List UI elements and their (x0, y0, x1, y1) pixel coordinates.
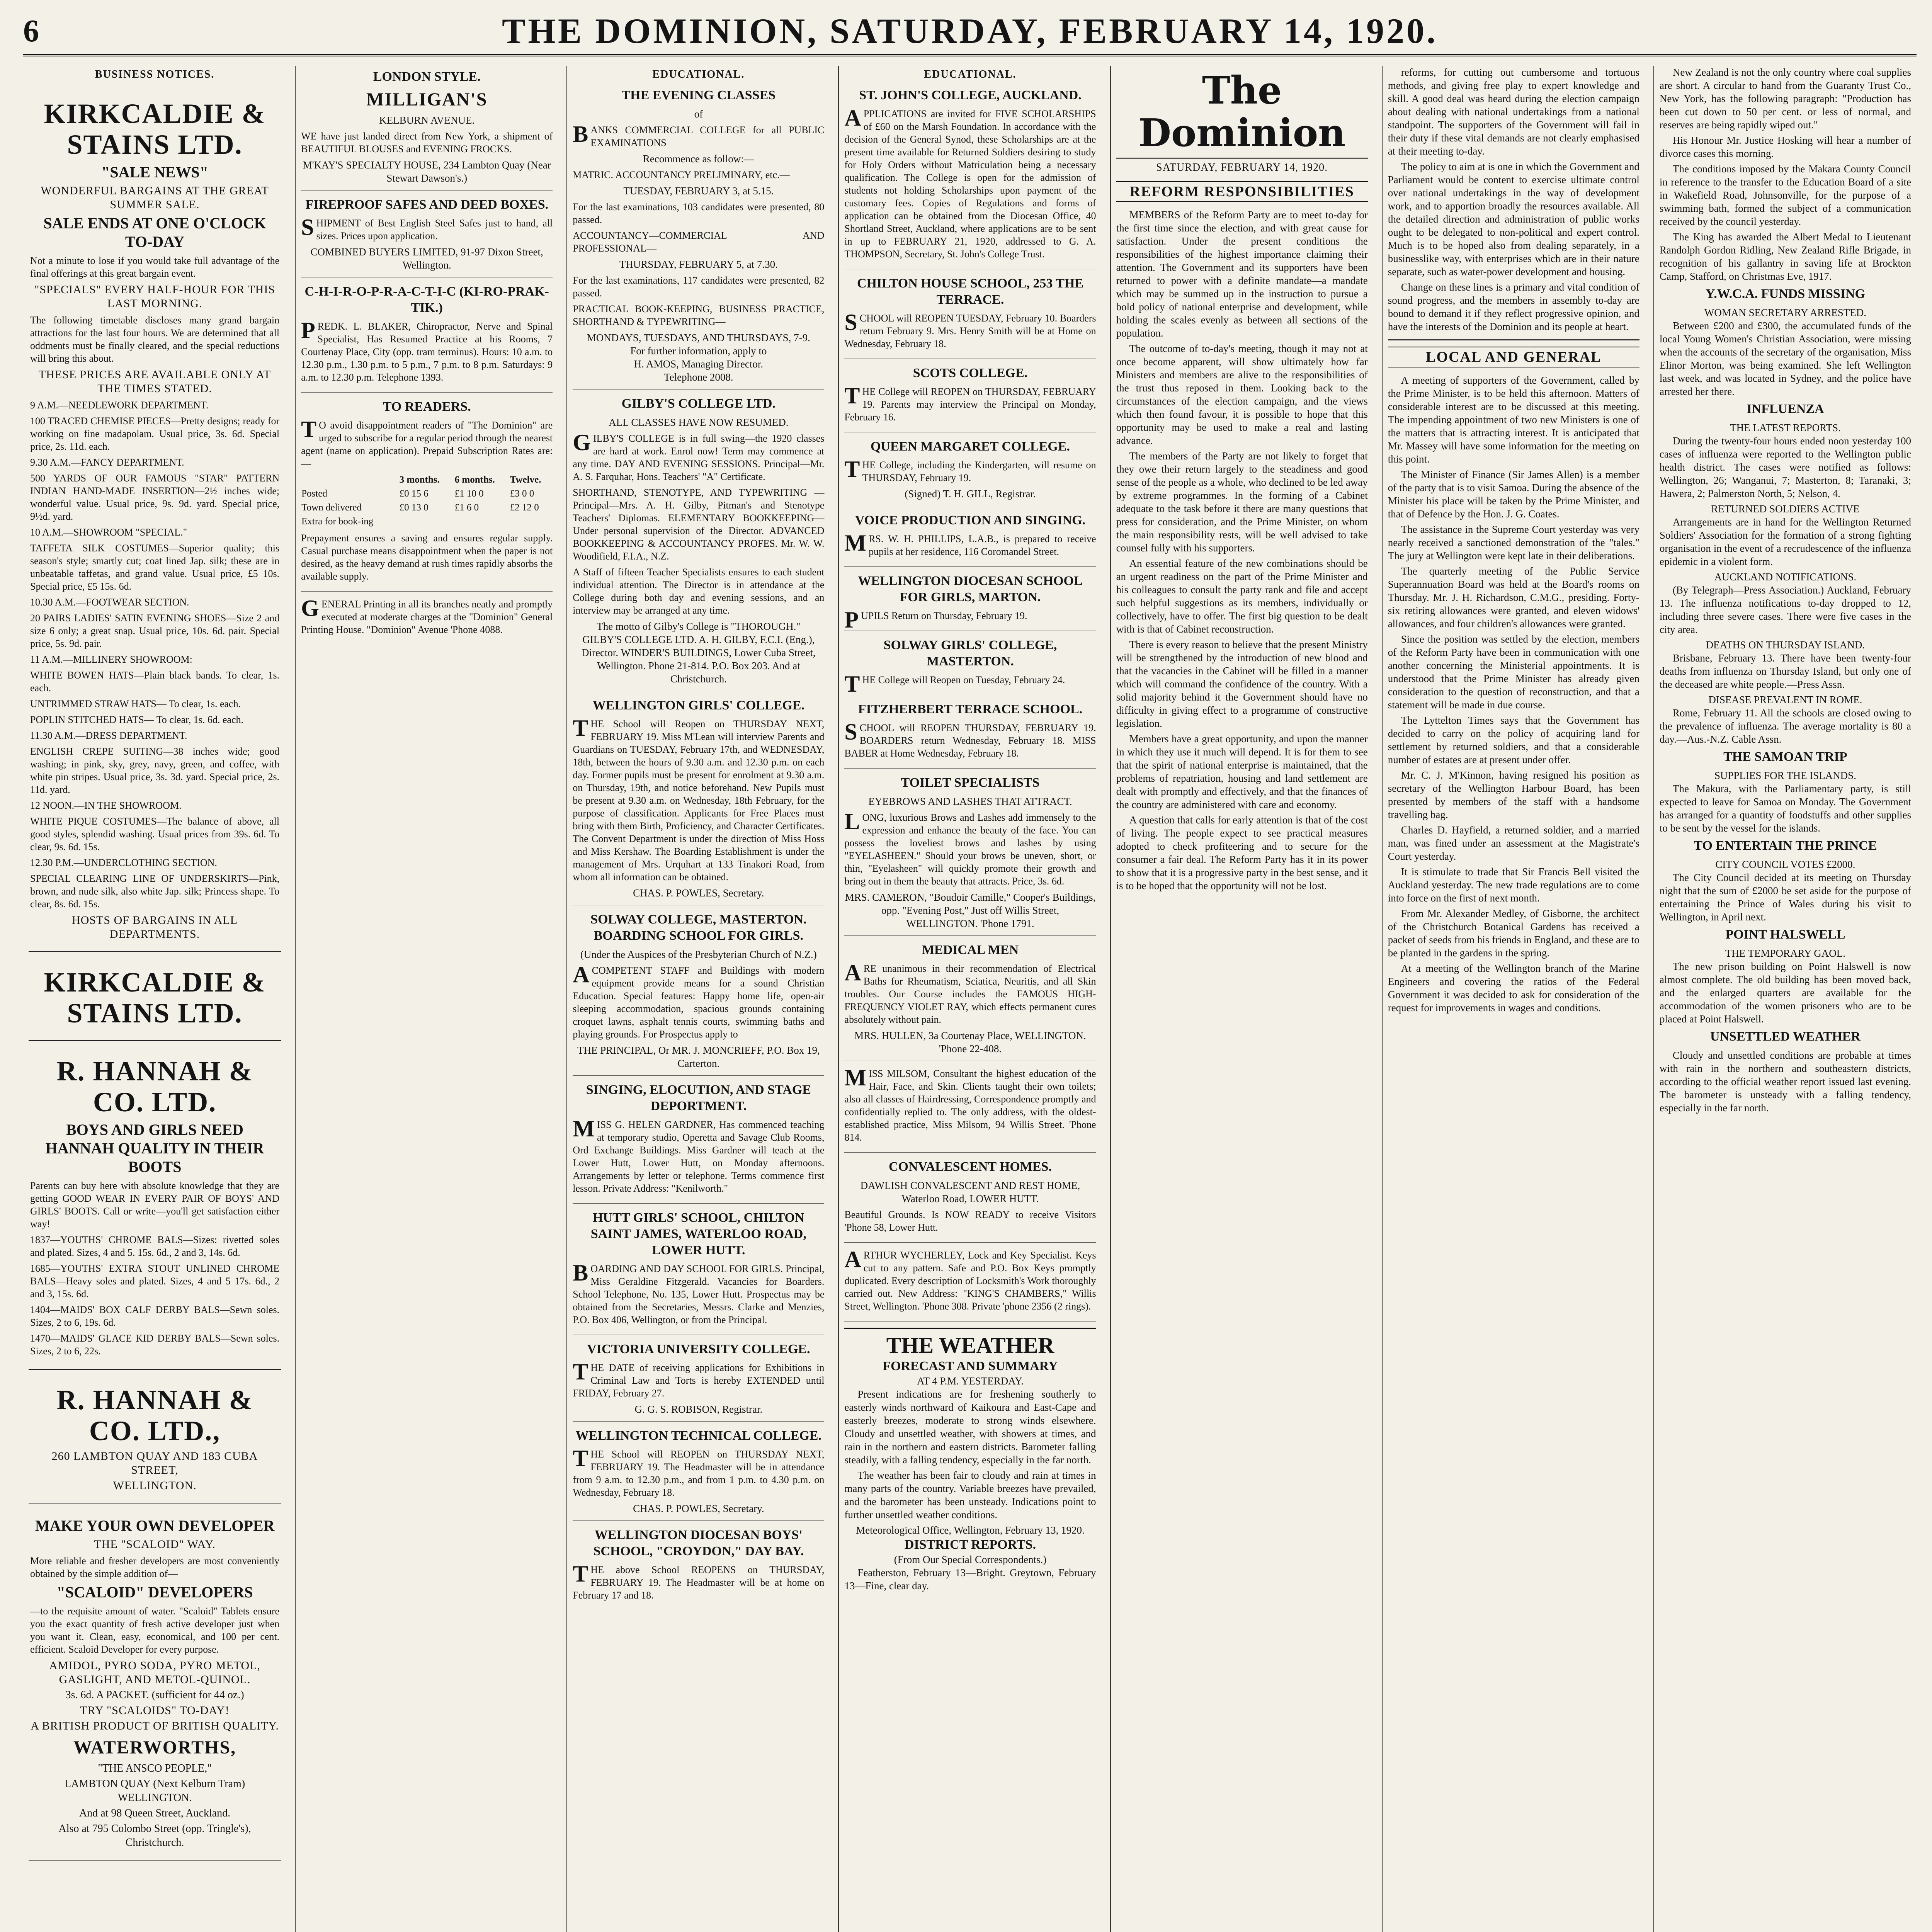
table-header: 3 months. (399, 474, 440, 485)
sale-item: POPLIN STITCHED HATS— To clear, 1s. 6d. each. (30, 714, 243, 725)
news-subhead: AUCKLAND NOTIFICATIONS. (1714, 571, 1857, 583)
sale-item: 11 A.M.—MILLINERY SHOWROOM: (30, 654, 192, 665)
table-cell: £2 12 0 (510, 502, 539, 513)
rates-table (301, 473, 553, 529)
news-paragraph: The Makura, with the Parliamentary party, is still expected to leave for Samoa on Monday. The Government has arranged for a quantity of foodstuffs and other supplies to be sent by the vessel for the islands. (1659, 783, 1911, 834)
sale-item: WHITE PIQUE COSTUMES—The balance of above, all good styles, splendid washing. Usual prices from 39s. 6d. To clear, 9s. 6d. 15s. (30, 816, 280, 852)
ad-heading: MAKE YOUR OWN DEVELOPER (35, 1517, 275, 1534)
masthead-title: THE DOMINION, SATURDAY, FEBRUARY 14, 1920. (502, 11, 1438, 51)
table-row (301, 501, 553, 515)
ad-body: THE School will Reopen on THURSDAY NEXT, FEBRUARY 19. Miss M'Lean will interview Parents and Guardians on TUESDAY, February 17th, and WEDNESDAY, 18th, between the hours of 9.30 a.m. and 12.30 p.m. on each day. Former pupils must be present for enrolment at 9.30 a.m. on Thursday, 19th, and notice beforehand. New Pupils must be present at 9.30 a.m. on Wednesday, 18th February, for the purpose of classification. Applicants for Free Places must bring with them Birth, Proficiency, and Character Certificates. The Convent Department is under the direction of Miss Hoss and Miss Kershaw. The Boarding Establishment is under the management of Mrs. Urquhart at 133 Tinakori Road, from whom all information can be obtained. (573, 715, 825, 883)
hannah-address-ad (29, 1374, 281, 1503)
column-6 (1382, 66, 1645, 1932)
ad-body: MRS. W. H. PHILLIPS, L.A.B., is prepared to receive pupils at her residence, 116 Coromandel Street. (844, 530, 1096, 557)
ad-title: FIREPROOF SAFES AND DEED BOXES. (305, 197, 549, 212)
ad-phone: Telephone 2008. (664, 371, 733, 383)
vuc-ad (573, 1341, 824, 1422)
table-cell (399, 515, 454, 529)
ad-title: TOILET SPECIALISTS (901, 776, 1040, 790)
ad-body: APPLICATIONS are invited for FIVE SCHOLARSHIPS of £60 on the Marsh Foundation. In accordance with the decision of the General Synod, these Scholarships are at the present time available for Returned Soldiers desiring to study for Holy Orders without Matriculation being a necessary qualification. The College is open for the admission of students not holding Scholarships upon payment of the customary fees. Copies of Regulations and forms of application can be obtained from the Diocesan Office, 40 Shortland Street, Auckland, where applications are to be sent in up to FEBRUARY 21, 1920, addressed to G. A. THOMPSON, Secretary, St. John's College Trust. (844, 105, 1096, 260)
ad-subtitle: ALL CLASSES HAVE NOW RESUMED. (609, 417, 789, 428)
ad-body: THE above School REOPENS on THURSDAY, FEBRUARY 19. The Headmaster will be at home on February 17 and 18. (573, 1561, 825, 1601)
news-subhead: THE TEMPORARY GAOL. (1725, 947, 1846, 959)
readers-notice (301, 399, 553, 592)
ad-body: MISS MILSOM, Consultant the highest education of the Hair, Face, and Skin. Clients taught their own toilets; also all classes of Hairdressing, Correspondence promptly and confidentially replied to. The only address, with the oldest-established practice, Miss Milsom, 94 Willis Street. 'Phone 814. (844, 1065, 1096, 1143)
scots-ad (844, 365, 1096, 432)
ad-body: MISS G. HELEN GARDNER, Has commenced teaching at temporary studio, Operetta and Savage Club Rooms, Ord Exchange Buildings. Miss Gardner will teach at the Lower Hutt, Lower Hutt, on Monday afternoons. Arrangements by letter or telephone. Terms commence first lesson. Private Address: "Kenilworth." (573, 1116, 825, 1194)
ad-body: SHIPMENT of Best English Steel Safes just to hand, all sizes. Prices upon application. (301, 214, 553, 242)
news-subhead: THE LATEST REPORTS. (1730, 422, 1841, 434)
wdc-ad (573, 1527, 824, 1610)
ad-body: Beautiful Grounds. Is NOW READY to receive Visitors 'Phone 58, Lower Hutt. (844, 1209, 1096, 1233)
ad-title: ST. JOHN'S COLLEGE, AUCKLAND. (859, 88, 1082, 102)
ad-body: SCHOOL will REOPEN THURSDAY, FEBRUARY 19. BOARDERS return Wednesday, February 18. MISS BABER at Home Wednesday, February 18. (844, 719, 1096, 759)
ad-title: FITZHERBERT TERRACE SCHOOL. (858, 702, 1083, 716)
toilet-ad (844, 775, 1096, 936)
news-subhead: CITY COUNCIL VOTES £2000. (1715, 859, 1855, 870)
news-paragraph: The Lyttelton Times says that the Government has decided to carry on the policy of acquiring land for settlement by returned soldiers, and that a considerable number of estates are at present under offer. (1388, 714, 1639, 765)
ad-title: C-H-I-R-O-P-R-A-C-T-I-C (KI-RO-PRAK-TIK.) (304, 284, 549, 315)
ad-address: 260 LAMBTON QUAY AND 183 CUBA STREET, (51, 1450, 258, 1476)
sale-item: WHITE BOWEN HATS—Plain black bands. To clear, 1s. each. (30, 670, 280, 694)
ad-line: ACCOUNTANCY—COMMERCIAL AND PROFESSIONAL— (573, 230, 825, 254)
sale-item: 9 A.M.—NEEDLEWORK DEPARTMENT. (30, 400, 209, 411)
ad-signature: G. G. S. ROBISON, Registrar. (634, 1403, 763, 1415)
ad-city: WELLINGTON. (113, 1479, 197, 1492)
ad-company: WATERWORTHS, (73, 1737, 236, 1758)
table-cell: £3 0 0 (510, 488, 534, 499)
news-subhead: DEATHS ON THURSDAY ISLAND. (1706, 639, 1865, 651)
editorial-paragraph: An essential feature of the new combinations should be an urgent readiness on the part of the Prime Minister and his colleagues to consult the party rank and file and accept such helpful suggestions as its members, individually or collectively, have to offer. The first big question to be dealt with is that of Cabinet reconstruction. (1116, 558, 1368, 635)
ad-body: WE have just landed direct from New York, a shipment of BEAUTIFUL BLOUSES and EVENING FROCKS. (301, 131, 553, 155)
table-cell: Extra for book-ing (301, 516, 374, 527)
ad-signature: MRS. HULLEN, 3a Courtenay Place, WELLINGTON. 'Phone 22-408. (854, 1030, 1086, 1054)
ad-body: BANKS COMMERCIAL COLLEGE for all PUBLIC EXAMINATIONS (573, 121, 825, 148)
news-paragraph: The quarterly meeting of the Public Service Superannuation Board was held at the Board's rooms on Thursday. Mr. J. H. Richardson, C.M.G., presiding. Forty-six retiring allowances were granted, and eleven widows' allowances, and four children's allowances were granted. (1388, 565, 1639, 629)
news-paragraph: New Zealand is not the only country where coal supplies are short. A circular to hand from the Guaranty Trust Co., New York, has the following paragraph: "Production has been cut down to 50 per cent. or less of normal, and reserves are being rapidly wiped out." (1659, 66, 1911, 131)
table-header (301, 473, 399, 487)
ad-company: COMBINED BUYERS LIMITED, 91-97 Dixon Street, Wellington. (310, 246, 543, 271)
ad-subtitle: EYEBROWS AND LASHES THAT ATTRACT. (868, 796, 1072, 807)
wgc-ad (573, 697, 824, 905)
table-cell: Town delivered (301, 502, 362, 513)
column-3 (566, 66, 830, 1932)
notice-body: TO avoid disappointment readers of "The Dominion" are urged to subscribe for a regular period through the nearest agent (name on application). Prepaid Subscription Rates are:— (301, 417, 553, 469)
sale-item: 9.30 A.M.—FANCY DEPARTMENT. (30, 457, 184, 468)
page-number: 6 (23, 13, 39, 48)
district-subtitle: (From Our Special Correspondents.) (894, 1554, 1047, 1565)
section-header: BUSINESS NOTICES. (95, 68, 215, 80)
hutt-ad (573, 1210, 824, 1335)
boot-item: 1404—MAIDS' BOX CALF DERBY BALS—Sewn soles. Sizes, 2 to 6, 19s. 6d. (30, 1304, 280, 1328)
ad-body: SHORTHAND, STENOTYPE, AND TYPEWRITING — Principal—Mrs. A. H. Gilby, Pitman's and Stenotype Teachers' Diplomas. ELEMENTARY BOOKKEEPING—Under personal supervision of the Director. ADVANCED BOOKKEEPING & ACCOUNTANCY PROFES. Mr. W. W. Woodifield, F.I.A., N.Z. (573, 487, 825, 562)
ad-line: THURSDAY, FEBRUARY 5, at 7.30. (619, 259, 778, 270)
weather-title: THE WEATHER (844, 1328, 1096, 1358)
ad-intro: Parents can buy here with absolute knowledge that they are getting GOOD WEAR IN EVERY PAIR OF BOYS' AND GIRLS' BOOTS. Call or write—you'll get satisfaction either way! (30, 1180, 280, 1230)
column-2 (295, 66, 558, 1932)
ad-price: 3s. 6d. A PACKET. (sufficient for 44 oz.) (65, 1689, 244, 1701)
sale-item: 10.30 A.M.—FOOTWEAR SECTION. (30, 597, 189, 608)
ad-body: ARTHUR WYCHERLEY, Lock and Key Specialist. Keys cut to any pattern. Safe and P.O. Box Keys promptly duplicated. Every description of Locksmith's Work thoroughly carried out. New Address: "KING'S CHAMBERS," Willis Street, Wellington. 'Phone 308. Private 'phone 2356 (2 rings). (844, 1247, 1096, 1312)
news-paragraph: At a meeting of the Wellington branch of the Marine Engineers and covering the ratios of the Federal Government it was decided to ask for consideration of the request for improvements in wages and conditions. (1388, 963, 1639, 1014)
sale-item: UNTRIMMED STRAW HATS— To clear, 1s. each. (30, 698, 241, 709)
ad-line: Recommence as follow:— (643, 153, 754, 165)
news-headline: THE SAMOAN TRIP (1723, 750, 1847, 764)
ad-subheading: THE "SCALOID" WAY. (94, 1538, 216, 1551)
ad-title: WELLINGTON DIOCESAN BOYS' SCHOOL, "CROYDON," DAY BAY. (593, 1528, 804, 1558)
ad-title: R. HANNAH & CO. LTD. (56, 1056, 253, 1117)
sale-items (30, 399, 279, 910)
milsom-ad (844, 1067, 1096, 1153)
section-header: EDUCATIONAL. (924, 68, 1017, 80)
editorial-paragraph: The outcome of to-day's meeting, though it may not at once become apparent, will show ultimately how far Ministers and members are alive to the responsibilities of the trust thus reposed in them. Looking back to the circumstances of the election campaign, and the views which then found favour, it is possible to hope that this opportunity may be used to make a real and lasting advance. (1116, 343, 1368, 446)
ad-body: THE School will REOPEN on THURSDAY NEXT, FEBRUARY 19. The Headmaster will be in attendance from 9 a.m. to 12.30 p.m., and from 1 p.m. to 4.30 p.m. on Wednesday, February 18. (573, 1446, 825, 1498)
ad-address: And at 98 Queen Street, Auckland. (79, 1807, 231, 1819)
boot-item: 1470—MAIDS' GLACE KID DERBY BALS—Sewn soles. Sizes, 2 to 6, 22s. (30, 1333, 280, 1357)
ad-heading: BOYS AND GIRLS NEED HANNAH QUALITY IN THEIR BOOTS (45, 1121, 264, 1175)
editorial-paragraph: The policy to aim at is one in which the Government and Parliament would be content to exercise ultimate control over national undertakings in the way of development work, and to apportion broadly the resources available. All the detailed direction and administration of public works ought to be delegated to non-political and expert control. Much is to be hoped also from dealing separately, in a businesslike way, with enterprises which are in their nature separate, such as water-power development and housing. (1388, 161, 1639, 277)
sale-item: TAFFETA SILK COSTUMES—Superior quality; this season's style; smartly cut; coat lined Jap. silk; these are in unbeatable taffetas, and grand value. Usual price, £5 10s. Special price, £5 15s. 6d. (30, 543, 280, 592)
table-cell (510, 515, 553, 529)
chiropractic-ad (301, 284, 553, 393)
editorial-paragraph: The members of the Party are not likely to forget that they owe their return largely to the steadiness and good sense of the people as a whole, who declined to be led away by extreme programmes. In the forming of a Cabinet adequate to the task before it there are many questions that press for consideration, and the Prime Minister, on whom the main responsibility rests, will be well advised to take counsel fully with his supporters. (1116, 450, 1368, 554)
queen-margaret-ad (844, 439, 1096, 506)
ad-title: WELLINGTON GIRLS' COLLEGE. (592, 698, 804, 713)
news-paragraph: It is stimulate to trade that Sir Francis Bell visited the Auckland yesterday. The new trade regulations are to come into force on the first of next month. (1388, 866, 1639, 904)
ad-title: KIRKCALDIE & STAINS LTD. (44, 98, 266, 160)
editorial-paragraph: Change on these lines is a primary and vital condition of sound progress, and the members in assembly to-day are bound to demand it if they reflect progressive opinion, and have the interests of the Dominion and its people at heart. (1388, 281, 1639, 332)
ad-address: M'KAY'S SPECIALTY HOUSE, 234 Lambton Quay (Near Stewart Dawson's.) (303, 159, 551, 184)
ad-specials: "SPECIALS" EVERY HALF-HOUR FOR THIS LAST MORNING. (34, 283, 276, 310)
news-paragraph: The assistance in the Supreme Court yesterday was very nearly received a sanctioned demonstration of the "tales." The jury at Wellington were kept late in their deliberations. (1388, 524, 1639, 561)
notice-title: TO READERS. (383, 400, 471, 414)
news-subhead: RETURNED SOLDIERS ACTIVE (1711, 503, 1860, 515)
news-subhead: SUPPLIES FOR THE ISLANDS. (1714, 770, 1856, 781)
news-paragraph: A meeting of supporters of the Government, called by the Prime Minister, is to be held this afternoon. Matters of considerable interest are to be discussed at this meeting. The impending appointment of two new Ministers is one of the matters that is attracting interest. It is anticipated that Mr. Massey will have some information for the meeting on this point. (1388, 374, 1639, 465)
ad-body: More reliable and fresher developers are most conveniently obtained by the simple addition of— (30, 1555, 280, 1579)
weather-subtitle: FORECAST AND SUMMARY (883, 1359, 1058, 1373)
ad-title: VICTORIA UNIVERSITY COLLEGE. (587, 1342, 810, 1356)
ad-title: WELLINGTON TECHNICAL COLLEGE. (575, 1429, 822, 1443)
ad-body: GENERAL Printing in all its branches neatly and promptly executed at moderate charges at the "Dominion" General Printing House. "Dominion" Avenue 'Phone 4088. (301, 595, 553, 635)
table-cell (454, 515, 510, 529)
ad-title: R. HANNAH & CO. LTD., (56, 1384, 253, 1446)
sale-item: 10 A.M.—SHOWROOM "SPECIAL." (30, 527, 187, 538)
ad-body: PUPILS Return on Thursday, February 19. (844, 607, 1027, 633)
news-paragraph: Rome, February 11. All the schools are closed owing to the prevalence of influenza. The average mortality is 80 a day.—Aus.-N.Z. Cable Assn. (1659, 707, 1911, 745)
news-paragraph: Since the position was settled by the election, members of the Reform Party have been in communication with one another concerning the Ministerial appointments. It is understood that the Prime Minister has already given consideration to the question of reconstruction, and that a statement will be made in due course. (1388, 633, 1639, 711)
safes-ad (301, 197, 553, 277)
chilton-ad (844, 276, 1096, 359)
wycherley-ad (844, 1249, 1096, 1321)
news-paragraph: His Honour Mr. Justice Hosking will hear a number of divorce cases this morning. (1659, 134, 1911, 159)
ad-line: TUESDAY, FEBRUARY 3, at 5.15. (623, 185, 774, 197)
printing-ad (301, 595, 553, 645)
section-header: EDUCATIONAL. (652, 68, 745, 80)
table-header: 6 months. (454, 474, 495, 485)
ad-title: QUEEN MARGARET COLLEGE. (870, 439, 1070, 454)
ad-line: PRACTICAL BOOK-KEEPING, BUSINESS PRACTICE, SHORTHAND & TYPEWRITING— (573, 303, 825, 327)
boot-item: 1685—YOUTHS' EXTRA STOUT UNLINED CHROME BALS—Heavy soles and plated. Sizes, 4 and 5 17s. 6d., 2 and 3, 15s. 6d. (30, 1263, 280, 1299)
columns (23, 66, 1917, 1932)
ad-subtitle: "SALE NEWS" (101, 163, 208, 181)
solway-girls-ad (844, 637, 1096, 695)
ad-signature: (Signed) T. H. GILL, Registrar. (905, 488, 1036, 500)
table-row (301, 515, 553, 529)
sale-item: 500 YARDS OF OUR FAMOUS "STAR" PATTERN INDIAN HAND-MADE INSERTION—2½ inches wide; wonderful value. Usual price, 9s. 9d. yard. Special price, 9½d. yard. (30, 473, 280, 522)
news-headline: POINT HALSWELL (1725, 927, 1845, 942)
sale-item: 11.30 A.M.—DRESS DEPARTMENT. (30, 730, 187, 741)
ad-body: BOARDING AND DAY SCHOOL FOR GIRLS. Principal, Miss Geraldine Fitzgerald. Vacancies for Boarders. School Telephone, No. 135, Lower Hutt. Prospectus may be obtained from the Secretaries, Messrs. Clarke and Menzies, P.O. Box 406, Wellington, or from the Principal. (573, 1260, 825, 1325)
gilby-ad (573, 396, 824, 691)
ad-title: SCOTS COLLEGE. (913, 366, 1028, 380)
ad-line: For further information, apply to (630, 345, 767, 357)
ad-line: of (694, 108, 703, 120)
column-7 (1653, 66, 1917, 1932)
ad-footer: GILBY'S COLLEGE LTD. A. H. GILBY, F.C.I. (Eng.), Director. WINDER'S BUILDINGS, Lower Cuba Street, Wellington. Phone 21-814. P.O. Box 203. And at Christchurch. (581, 634, 816, 685)
editorial-paragraph: reforms, for cutting out cumbersome and tortuous methods, and giving free play to expert knowledge and skill. A good deal was heard during the election campaign about dealing with national undertakings from a national standpoint. The supporters of the Government will fail in their duty if these vital demands are not clearly emphasised at their meeting to-day. (1388, 66, 1639, 157)
hannah-ad (29, 1045, 281, 1370)
ad-title: HUTT GIRLS' SCHOOL, CHILTON SAINT JAMES, WATERLOO ROAD, LOWER HUTT. (590, 1211, 806, 1257)
ad-tag: A BRITISH PRODUCT OF BRITISH QUALITY. (31, 1719, 279, 1732)
ad-title: KIRKCALDIE & STAINS LTD. (44, 967, 266, 1029)
sale-item: 20 PAIRS LADIES' SATIN EVENING SHOES—Size 2 and size 6 only; a great snap. Usual price, 10s. 6d. pair. Special price, 5s. 9d. pair. (30, 612, 280, 649)
ad-title: SINGING, ELOCUTION, AND STAGE DEPORTMENT. (586, 1083, 811, 1113)
news-paragraph: The conditions imposed by the Makara County Council in reference to the transfer to the Education Board of a site in Wakefield Road, Johnsonville, for the purpose of a swimming bath, formed the subject of a communication received by the council yesterday. (1659, 163, 1911, 227)
newspaper-flag: The Dominion (1116, 70, 1368, 159)
ad-brand: MILLIGAN'S (366, 89, 488, 110)
ad-title: VOICE PRODUCTION AND SINGING. (855, 513, 1086, 527)
stjohns-ad (844, 87, 1096, 269)
news-paragraph: The new prison building on Point Halswell is now almost complete. The old building has been moved back, and the enlarged quarters are available for the accommodation of the women prisoners who are to be placed at Point Halswell. (1659, 961, 1911, 1025)
banks-college-ad (573, 87, 824, 389)
ad-signature: CHAS. P. POWLES, Secretary. (633, 887, 764, 899)
ad-body: PREDK. L. BLAKER, Chiropractor, Nerve and Spinal Specialist, Has Resumed Practice at his Rooms, 7 Courtenay Place, City (opp. tram terminus). Hours: 10 a.m. to 12.30 p.m., 1.30 p.m. to 5 p.m., 7 p.m. to 8 p.m. Saturdays: 9 a.m. to 12.30 p.m. Telephone 1393. (301, 318, 553, 383)
news-paragraph: From Mr. Alexander Medley, of Gisborne, the architect of the Christchurch Botanical Gardens has received a packet of seeds from his friends in England, and these are to be planted in the gardens in the spring. (1388, 908, 1639, 959)
ad-body: THE College, including the Kindergarten, will resume on THURSDAY, February 19. (844, 456, 1096, 483)
editorial-paragraph: There is every reason to believe that the present Ministry will be strengthened by the introduction of new blood and that the vacancies in the Cabinet will be filled in a manner which will command the confidence of the country. With a solid majority behind it the Government should have no difficulty in giving effect to a programme of constructive legislation. (1116, 639, 1368, 729)
sale-item: 12 NOON.—IN THE SHOWROOM. (30, 800, 182, 811)
ad-body: SCHOOL will REOPEN TUESDAY, February 10. Boarders return February 9. Mrs. Henry Smith will be at Home on Wednesday, February 18. (844, 310, 1096, 349)
sale-item: 100 TRACED CHEMISE PIECES—Pretty designs; ready for working on fine madapolam. Usual price, 3s. 6d. Special price, 2s. 11d. each. (30, 415, 280, 452)
ad-line: MONDAYS, TUESDAYS, AND THURSDAYS, 7-9. (587, 332, 810, 344)
ad-brand: "SCALOID" DEVELOPERS (56, 1583, 253, 1601)
kirkcaldie-ad (29, 87, 281, 952)
editorial-paragraph: Members have a great opportunity, and upon the manner in which they use it much will depend. It is for them to see that the spirit of national enterprise is maintained, that the problems of repatriation, housing and land settlement are dealt with promptly and effectively, and that the finances of the country are administered with care and economy. (1116, 733, 1368, 810)
kirkcaldie-banner (29, 956, 281, 1041)
ad-heading: SALE ENDS AT ONE O'CLOCK TO-DAY (43, 214, 266, 250)
ad-try: TRY "SCALOIDS" TO-DAY! (80, 1704, 230, 1717)
table-header: Twelve. (510, 474, 541, 485)
convalescent-ad (844, 1159, 1096, 1243)
ad-notice: THESE PRICES ARE AVAILABLE ONLY AT THE TIMES STATED. (38, 368, 271, 395)
editorial-title: REFORM RESPONSIBILITIES (1116, 181, 1368, 202)
ad-title: CONVALESCENT HOMES. (889, 1160, 1052, 1174)
boot-item: 1837—YOUTHS' CHROME BALS—Sizes: rivetted soles and plated. Sizes, 4 and 5. 15s. 6d., 2 and 3, 14s. 6d. (30, 1234, 280, 1258)
news-paragraph: The King has awarded the Albert Medal to Lieutenant Randolph Gordon Ridling, New Zealand Rifle Brigade, in recognition of his gallantry in saving life at Brockton Camp, Stafford, on Christmas Eve, 1917. (1659, 231, 1911, 282)
waterworths-ad (29, 1507, 281, 1861)
column-5 (1110, 66, 1373, 1932)
ad-address: KELBURN AVENUE. (379, 114, 475, 126)
singing-ad (573, 1082, 824, 1204)
wtc-ad (573, 1428, 824, 1521)
ad-tagline: WONDERFUL BARGAINS AT THE GREAT SUMMER SALE. (41, 184, 269, 211)
district-body: Featherston, February 13—Bright. Greytown, February 13—Fine, clear day. (844, 1567, 1096, 1592)
news-subhead: DISEASE PREVALENT IN ROME. (1708, 694, 1862, 706)
ad-products: AMIDOL, PYRO SODA, PYRO METOL, GASLIGHT, AND METOL-QUINOL. (49, 1659, 261, 1686)
sale-item: SPECIAL CLEARING LINE OF UNDERSKIRTS—Pink, brown, and nude silk, also white Jap. silk; Princess shape. To clear, 8s. 6d. 15s. (30, 873, 280, 910)
notice-note: Prepayment ensures a saving and ensures regular supply. Casual purchase means disappointment when the paper is not desired, as the heavy demand at rush times rapidly absorbs the available supply. (301, 532, 553, 582)
ad-body: LONG, luxurious Brows and Lashes add immensely to the expression and enhance the beauty of the face. You can possess the loveliest brows and lashes by using "EYELASHEEN." Should your brows be uneven, short, or thin, "Eyelasheen" will quickly promote their growth and bring out in them the beauty that attracts. Price, 3s. 6d. (844, 809, 1096, 887)
ad-body: THE College will Reopen on Tuesday, February 24. (844, 671, 1065, 697)
local-news-title: LOCAL AND GENERAL (1388, 347, 1639, 367)
ad-signature: H. AMOS, Managing Director. (634, 358, 764, 370)
ad-title: WELLINGTON DIOCESAN SCHOOL FOR GIRLS, MARTON. (858, 574, 1083, 604)
masthead (23, 8, 1917, 56)
news-headline: UNSETTLED WEATHER (1710, 1029, 1861, 1044)
ad-body: GILBY'S COLLEGE is in full swing—the 1920 classes are hard at work. Enrol now! Term may commence at any time. DAY AND EVENING SESSIONS. Principal—Mr. A. S. Farquhar, Hons. Teachers' "A" Certificate. (573, 430, 825, 482)
fitzherbert-ad (844, 701, 1096, 769)
news-paragraph: Cloudy and unsettled conditions are probable at times with rain in the northern and southeastern districts, according to the official weather report issued last evening. The barometer is unsteady with a falling tendency, especially in the far north. (1659, 1049, 1911, 1114)
table-cell: Posted (301, 488, 327, 499)
news-headline: INFLUENZA (1747, 402, 1824, 416)
london-style-ad (301, 69, 553, 190)
sale-item: ENGLISH CREPE SUITING—38 inches wide; good washing; in pink, sky, grey, navy, green, and coffee, with white pin stripes. Usual price, 3s. 3d. yard. Special price, 2s. 11d. yard. (30, 746, 280, 795)
table-cell: £0 13 0 (399, 502, 429, 513)
news-paragraph: Between £200 and £300, the accumulated funds of the local Young Women's Christian Association, were missing when the accounts of the secretary of the organisation, Miss Elinor Morton, was being examined. She left Wellington last week, and was located in Sydney, and the police have arrested her there. (1659, 320, 1911, 397)
table-cell: £0 15 6 (399, 488, 429, 499)
divider (1388, 339, 1639, 340)
ad-title: LONDON STYLE. (373, 70, 481, 84)
news-paragraph: Charles D. Hayfield, a returned soldier, and a married man, was fined under an assessment at the Magistrate's Court yesterday. (1388, 824, 1639, 862)
ad-intro: Not a minute to lose if you would take full advantage of the final offerings at this great bargain event. (30, 255, 280, 279)
district-title: DISTRICT REPORTS. (904, 1537, 1036, 1552)
weather-signature: Meteorological Office, Wellington, February 13, 1920. (856, 1524, 1085, 1536)
ad-title: GILBY'S COLLEGE LTD. (621, 396, 776, 411)
news-paragraph: The City Council decided at its meeting on Thursday night that the sum of £2000 be set aside for the purpose of entertaining the Prince of Wales during his visit to Wellington, in April next. (1659, 872, 1911, 923)
ad-title: MEDICAL MEN (922, 943, 1019, 957)
weather-report (844, 1328, 1096, 1600)
news-headline: Y.W.C.A. FUNDS MISSING (1705, 287, 1865, 301)
ad-title: THE EVENING CLASSES (621, 88, 776, 102)
ad-line: For the last examinations, 103 candidates were presented, 80 passed. (573, 201, 825, 225)
ad-title: SOLWAY COLLEGE, MASTERTON. BOARDING SCHOOL FOR GIRLS. (590, 912, 807, 943)
news-paragraph: Mr. C. J. M'Kinnon, having resigned his position as secretary of the Wellington Harbour Board, has been presented by members of the staff with a handsome travelling bag. (1388, 769, 1639, 820)
editorial-paragraph: MEMBERS of the Reform Party are to meet to-day for the first time since the election, and with great cause for satisfaction. Under the present conditions the responsibilities of the highest importance claiming their attention. The Government and its supporters have been returned to power with a definite mandate—a mandate which may be summed up in the instruction to pursue a bold policy of national enterprise and development, while holding the scales evenly as between all sections of the population. (1116, 209, 1368, 339)
table-row (301, 487, 553, 501)
weather-time: AT 4 P.M. YESTERDAY. (917, 1375, 1024, 1387)
table-header-row (301, 473, 553, 487)
table-cell: £1 10 0 (454, 488, 484, 499)
news-paragraph: During the twenty-four hours ended noon yesterday 100 cases of influenza were reported to the Wellington public health district. The cases were notified as follows: Wellington, 26; Wanganui, 7; Masterton, 8; Taranaki, 3; Hawera, 2; Palmerston North, 5; Nelson, 4. (1659, 435, 1911, 499)
ad-body: ACOMPETENT STAFF and Buildings with modern equipment provide means for a sound Christian Education. Special features: Happy home life, open-air sleeping accommodation, spacious grounds containing croquet lawns, asphalt tennis courts, swimming baths and playing grounds. For Prospectus apply to (573, 962, 825, 1040)
ad-specials-note: The following timetable discloses many grand bargain attractions for the last four hours. We are determined that all oddments must be finally cleared, and the special reductions will bring this about. (30, 315, 280, 364)
news-paragraph: Arrangements are in hand for the Wellington Returned Soldiers' Association for the formation of a strong fighting organisation in the event of a recrudescence of the influenza epidemic in a violent form. (1659, 516, 1911, 567)
ad-address: LAMBTON QUAY (Next Kelburn Tram) WELLINGTON. (64, 1778, 245, 1804)
sale-item: 12.30 P.M.—UNDERCLOTHING SECTION. (30, 857, 217, 868)
ad-footer: HOSTS OF BARGAINS IN ALL DEPARTMENTS. (72, 914, 238, 940)
ad-line: (Under the Auspices of the Presbyterian Church of N.Z.) (580, 949, 817, 960)
news-paragraph: (By Telegraph—Press Association.) Auckland, February 13. The influenza notifications to-day dropped to 12, including three severe cases. There were five cases in the city area. (1659, 584, 1911, 635)
news-headline: TO ENTERTAIN THE PRINCE (1694, 838, 1877, 853)
ad-line: For the last examinations, 117 candidates were presented, 82 passed. (573, 275, 825, 299)
weather-body: Present indications are for freshening southerly to easterly winds northward of Kaikoura and East-Cape and easterly breezes, moderate to strong winds elsewhere. Cloudy and unsettled weather, with showers at times, and rain in the northern and eastern districts. Barometer falling steadily, with a falling tendency, especially in the far north. (844, 1388, 1096, 1466)
ad-subtitle: DAWLISH CONVALESCENT AND REST HOME, Waterloo Road, LOWER HUTT. (860, 1180, 1080, 1204)
ad-signature: CHAS. P. POWLES, Secretary. (633, 1503, 764, 1514)
ad-line: MATRIC. ACCOUNTANCY PRELIMINARY, etc.— (573, 169, 790, 180)
ad-motto: The motto of Gilby's College is "THOROUGH." (597, 621, 801, 632)
weather-body: The weather has been fair to cloudy and rain at times in many parts of the country. Variable breezes have prevailed, and the barometer has been unsteady. Indications point to further unsettled weather conditions. (844, 1469, 1096, 1520)
flag-date: SATURDAY, FEBRUARY 14, 1920. (1156, 162, 1328, 173)
ad-address: Also at 795 Colombo Street (opp. Tringle's), Christchurch. (58, 1823, 251, 1849)
wdsg-ad (844, 573, 1096, 631)
ad-body: THE DATE of receiving applications for Exhibitions in Criminal Law and Torts is hereby EXTENDED until FRIDAY, February 27. (573, 1359, 825, 1399)
ad-body: A Staff of fifteen Teacher Specialists ensures to each student individual attention. The Director is in attendance at the College during both day and evening sessions, and an interview may be arranged at any time. (573, 566, 825, 616)
table-cell: £1 6 0 (454, 502, 479, 513)
editorial-paragraph: A question that calls for early attention is that of the cost of living. The people expect to see practical measures adopted to check profiteering and to secure for the consumer a fair deal. The Reform Party has it in its power to show that it is a progressive party in the best sense, and it is to be hoped that the opportunity will not be lost. (1116, 814, 1368, 891)
medical-ad (844, 942, 1096, 1061)
ad-title: CHILTON HOUSE SCHOOL, 253 THE TERRACE. (857, 276, 1084, 307)
ad-company-sub: "THE ANSCO PEOPLE," (98, 1762, 212, 1774)
news-subhead: WOMAN SECRETARY ARRESTED. (1704, 307, 1866, 318)
ad-signature: THE PRINCIPAL, Or MR. J. MONCRIEFF, P.O. Box 19, Carterton. (577, 1044, 820, 1069)
news-paragraph: Brisbane, February 13. There have been twenty-four deaths from influenza on Thursday Island, but only one of the deceased are white people.—Press Assn. (1659, 652, 1911, 690)
ad-signature: MRS. CAMERON, "Boudoir Camille," Cooper's Buildings, opp. "Evening Post," Just off Willis Street, WELLINGTON. 'Phone 1791. (845, 891, 1096, 929)
voice-ad (844, 512, 1096, 567)
ad-title: SOLWAY GIRLS' COLLEGE, MASTERTON. (883, 638, 1057, 668)
ad-body: THE College will REOPEN on THURSDAY, FEBRUARY 19. Parents may interview the Principal on Monday, February 16. (844, 383, 1096, 423)
news-paragraph: The Minister of Finance (Sir James Allen) is a member of the party that is to visit Samoa. During the absence of the Minister his place will be taken by the Prime Minister, and that of Defence by the Hon. J. G. Coates. (1388, 469, 1639, 520)
column-1 (23, 66, 286, 1932)
solway-ad (573, 912, 824, 1076)
ad-body: ARE unanimous in their recommendation of Electrical Baths for Rheumatism, Sciatica, Neuritis, and all Skin troubles. Our Course includes the FAMOUS HIGH-FREQUENCY VIOLET RAY, which effects permanent cures absolutely without pain. (844, 960, 1096, 1025)
ad-body: —to the requisite amount of water. "Scaloid" Tablets ensure you the exact quantity of fresh active developer just when you want it. Clean, easy, economical, and 100 per cent. efficient. Scaloid Developer for every purpose. (30, 1605, 280, 1655)
column-4 (838, 66, 1101, 1932)
